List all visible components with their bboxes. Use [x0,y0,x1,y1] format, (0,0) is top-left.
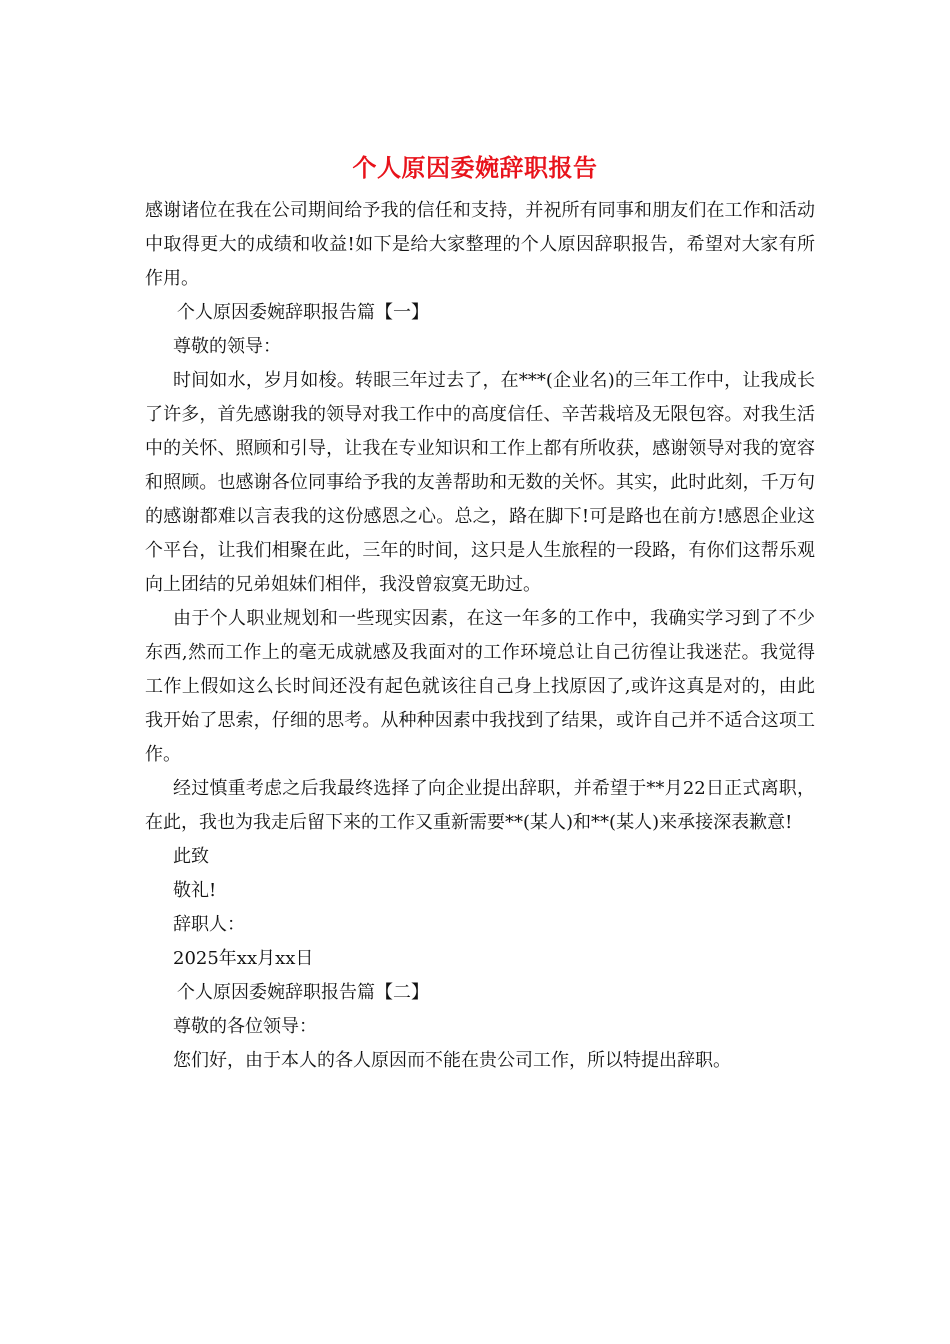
intro-paragraph: 感谢诸位在我在公司期间给予我的信任和支持，并祝所有同事和朋友们在工作和活动中取得更大的成绩和收益!如下是给大家整理的个人原因辞职报告，希望对大家有所作用。 [145,200,815,289]
body-paragraph-1: 时间如水，岁月如梭。转眼三年过去了，在***(企业名)的三年工作中，让我成长了许多，首先感谢我的领导对我工作中的高度信任、辛苦栽培及无限包容。对我生活中的关怀、照顾和引导，让我在专业知识和工作上都有所收获，感谢领导对我的宽容和照顾。也感谢各位同事给予我的友善帮助和无数的关怀。其实，此时此刻，千万句的感谢都难以言表我的这份感恩之心。总之，路在脚下!可是路也在前方!感恩企业这个平台，让我们相聚在此，三年的时间，这只是人生旅程的一段路，有你们这帮乐观向上团结的兄弟姐妹们相伴，我没曾寂寞无助过。 [145,370,815,595]
document-title: 个人原因委婉辞职报告 [352,153,598,182]
signature-date: 2025年xx月xx日 [173,948,314,969]
signature-label: 辞职人： [173,914,245,935]
section-heading-2: 个人原因委婉辞职报告篇【二】 [177,982,429,1003]
body-paragraph-3: 经过慎重考虑之后我最终选择了向企业提出辞职，并希望于**月22日正式离职，在此，我也为我走后留下来的工作又重新需要**(某人)和**(某人)来承接深表歉意! [145,778,815,833]
salutation-1: 尊敬的领导： [173,336,281,357]
closing-jing-li: 敬礼! [173,880,217,901]
body-paragraph-2: 由于个人职业规划和一些现实因素，在这一年多的工作中，我确实学习到了不少东西,然而工作上的毫无成就感及我面对的工作环境总让自己彷徨让我迷茫。我觉得工作上假如这么长时间还没有起色就该往自己身上找原因了,或许这真是对的，由此我开始了思索，仔细的思考。从种种因素中我找到了结果，或许自己并不适合这项工作。 [145,608,815,765]
salutation-2: 尊敬的各位领导： [173,1016,317,1037]
closing-ci-zhi: 此致 [173,846,209,867]
document-body [145,194,815,1078]
body-paragraph-4: 您们好，由于本人的各人原因而不能在贵公司工作，所以特提出辞职。 [173,1050,731,1071]
section-heading-1: 个人原因委婉辞职报告篇【一】 [177,302,429,323]
